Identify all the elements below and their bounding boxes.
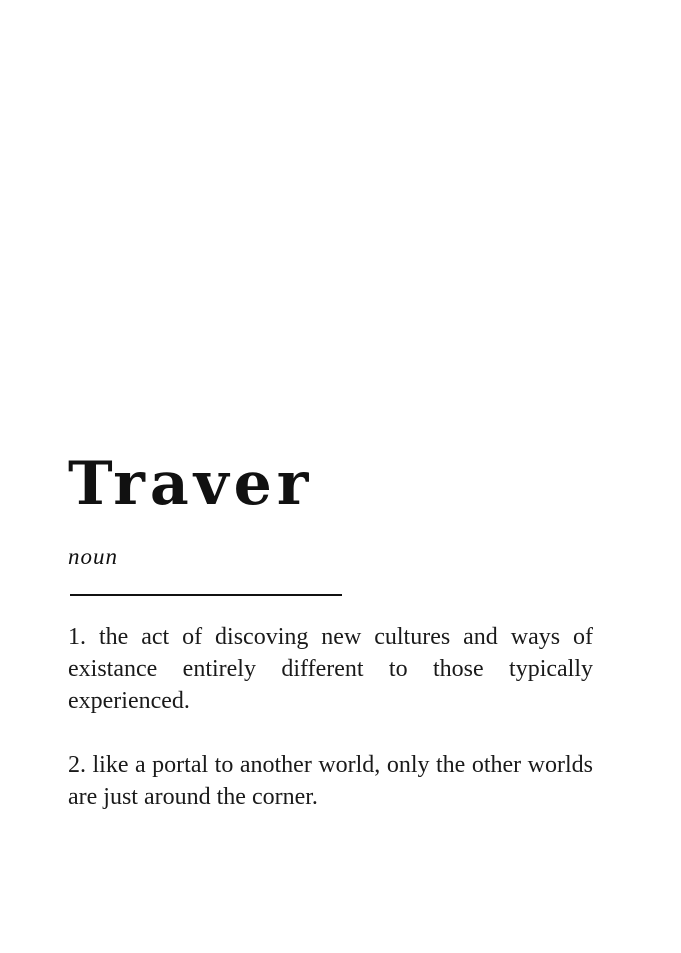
definition-item: 1. the act of discoving new cultures and ways of existance entirely different to those typically experienced. xyxy=(68,624,593,714)
divider-line xyxy=(70,594,342,596)
definition-item: 2. like a portal to another world, only the other worlds are just around the corner. xyxy=(68,752,593,810)
entry-word: Traver xyxy=(68,449,314,519)
part-of-speech: noun xyxy=(68,544,118,569)
definition-list xyxy=(68,621,593,813)
